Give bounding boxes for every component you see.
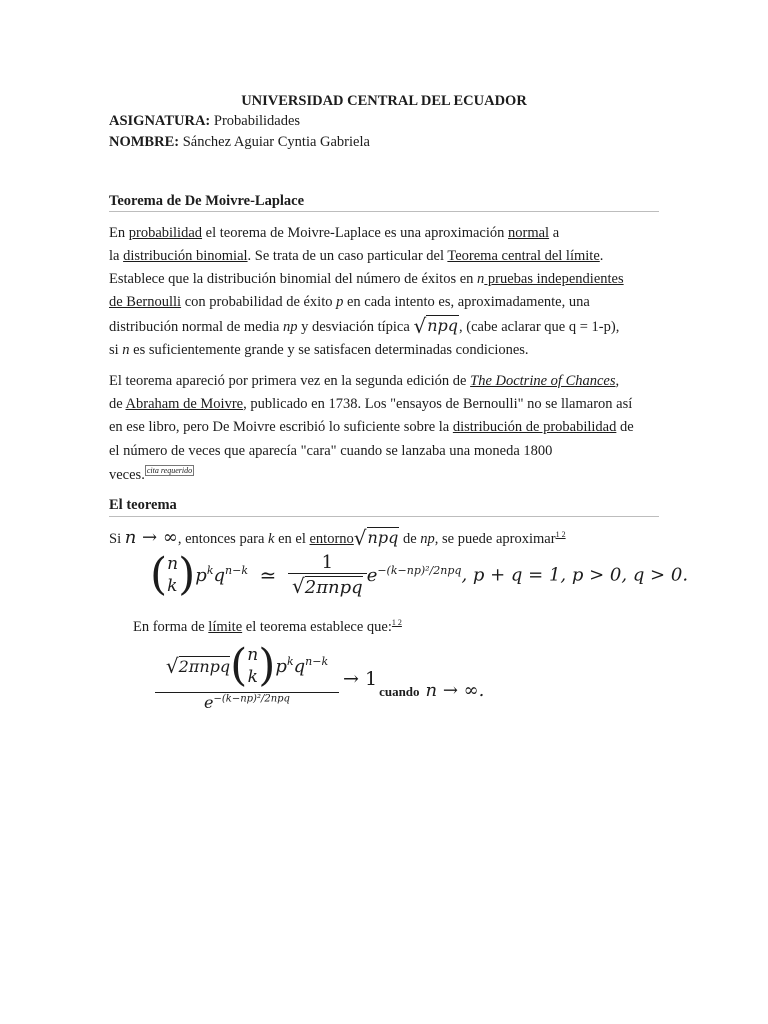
paragraph-line bbox=[109, 314, 619, 338]
limit-arrow: → 1 bbox=[343, 667, 378, 690]
text-run: , publicado en 1738. Los "ensayos de Bernoulli" no se llamaron así bbox=[243, 396, 633, 412]
text-run: de bbox=[109, 396, 126, 412]
approx-symbol: ≃ bbox=[259, 563, 277, 587]
text-run: es suficientemente grande y se satisfacen determinadas condiciones. bbox=[129, 342, 529, 358]
text-run: El teorema apareció por primera vez en la segunda edición de bbox=[109, 373, 471, 389]
subject-label: ASIGNATURA: bbox=[109, 113, 211, 129]
text-run: Si bbox=[109, 531, 125, 547]
link-distribucion-binomial[interactable]: distribución binomial bbox=[123, 248, 248, 264]
sqrt-content: npq bbox=[367, 528, 399, 547]
name-label: NOMBRE: bbox=[109, 134, 180, 150]
link-abraham-de-moivre[interactable]: Abraham de Moivre bbox=[125, 396, 244, 412]
text-run: Establece que la distribución binomial del número de éxitos en bbox=[109, 271, 478, 287]
text-run: en cada intento es bbox=[343, 294, 451, 310]
name-line bbox=[109, 134, 370, 151]
text-run: , aproximadamente, una bbox=[450, 294, 590, 310]
math-p: p bbox=[336, 294, 344, 310]
paragraph-line bbox=[109, 225, 559, 242]
text-run: con probabilidad de éxito bbox=[181, 294, 337, 310]
link-normal[interactable]: normal bbox=[508, 225, 550, 241]
text-run: En bbox=[109, 225, 129, 241]
paragraph-line: el número de veces que aparecía "cara" cuando se lanzaba una moneda 1800 bbox=[109, 443, 553, 459]
equation-limit bbox=[155, 640, 485, 713]
math-n: n bbox=[477, 271, 485, 287]
link-entorno[interactable]: entorno bbox=[309, 531, 354, 547]
text-run: en el bbox=[274, 531, 310, 547]
binom-bottom: k bbox=[167, 576, 178, 596]
link-pruebas-independientes[interactable]: pruebas independientes bbox=[484, 271, 624, 287]
subject-value: Probabilidades bbox=[213, 113, 301, 129]
section-divider bbox=[109, 211, 659, 212]
limit-intro-line bbox=[133, 618, 402, 636]
text-run: si bbox=[109, 342, 123, 358]
binomial-coefficient bbox=[167, 553, 178, 597]
paragraph-line bbox=[109, 373, 619, 390]
paragraph-line bbox=[109, 342, 529, 359]
cita-requerida-tag[interactable]: cita requerido bbox=[146, 466, 193, 475]
text-run: y desviación típica bbox=[297, 319, 414, 335]
math-pk: $p^kq^{n-k}$ bbox=[195, 564, 248, 586]
paragraph-line bbox=[109, 294, 590, 311]
text-run: , bbox=[615, 373, 620, 389]
link-distribucion-probabilidad[interactable]: distribución de probabilidad bbox=[452, 419, 617, 435]
link-probabilidad[interactable]: probabilidad bbox=[128, 225, 203, 241]
math-exponential: $e^{-(k-np)^2/2npq}$ bbox=[366, 564, 462, 586]
text-run: de bbox=[399, 531, 421, 547]
math-k: k bbox=[268, 531, 275, 547]
section-divider bbox=[109, 516, 659, 517]
math-limit: n → ∞. bbox=[425, 679, 485, 701]
math-np: np bbox=[282, 319, 298, 335]
sqrt-content: npq bbox=[427, 316, 458, 335]
paragraph-line bbox=[109, 248, 603, 265]
paragraph-line bbox=[109, 396, 632, 413]
reference-links[interactable]: 1 2 bbox=[391, 618, 402, 627]
text-run: , se puede aproximar bbox=[434, 531, 556, 547]
text-run: a bbox=[549, 225, 560, 241]
theorem-line bbox=[109, 526, 566, 550]
math-conditions: , p + q = 1, p > 0, q > 0. bbox=[461, 564, 689, 586]
fraction-one-over-sqrt: $\frac{1}{\text{√2πnpq}}$ bbox=[288, 552, 367, 598]
link-doctrine-of-chances[interactable]: The Doctrine of Chances bbox=[470, 373, 616, 389]
paragraph-line bbox=[109, 419, 634, 436]
paragraph-line bbox=[109, 271, 624, 288]
binom-top: n bbox=[167, 554, 179, 574]
university-title: UNIVERSIDAD CENTRAL DEL ECUADOR bbox=[241, 93, 527, 109]
section-title-el-teorema: El teorema bbox=[109, 497, 177, 513]
text-run: . bbox=[599, 248, 604, 264]
link-teorema-central-limite[interactable]: Teorema central del límite bbox=[447, 248, 600, 264]
limit-fraction: √2πnpq( n k )$p^kq^{n-k}$ $e^{-(k-np)^2/2npq}$ bbox=[155, 644, 339, 713]
text-run: el teorema de Moivre-Laplace es una aproximación bbox=[202, 225, 509, 241]
text-run: . Se trata de un caso particular del bbox=[247, 248, 448, 264]
math-n-to-infinity: n → ∞ bbox=[124, 527, 178, 548]
paragraph-line bbox=[109, 466, 194, 484]
text-run: distribución normal de media bbox=[109, 319, 283, 335]
sqrt-npq: √npq bbox=[353, 526, 399, 550]
name-value: Sánchez Aguiar Cyntia Gabriela bbox=[182, 134, 370, 150]
text-run: veces. bbox=[109, 466, 145, 483]
link-de-bernoulli[interactable]: de Bernoulli bbox=[109, 294, 182, 310]
section-title-moivre-laplace: Teorema de De Moivre-Laplace bbox=[109, 193, 305, 209]
math-n: n bbox=[122, 342, 130, 358]
text-run: la bbox=[109, 248, 124, 264]
reference-links[interactable]: 1 2 bbox=[555, 530, 566, 540]
sqrt-npq: √npq bbox=[413, 314, 458, 338]
math-np: np bbox=[420, 531, 435, 547]
text-run: en ese libro, pero De Moivre escribió lo suficiente sobre la bbox=[109, 419, 453, 435]
text-run: de bbox=[616, 419, 634, 435]
equation-approximation: ( n k )$p^kq^{n-k}$ ≃ $\frac{1}{\text{√2πnpq}}$ $e^{-(k-np)^2/2npq}$, p + q = 1, p > 0, q > 0. bbox=[150, 549, 689, 600]
link-limite[interactable]: límite bbox=[208, 618, 243, 635]
text-run: el teorema establece que: bbox=[242, 618, 392, 635]
text-run: , (cabe aclarar que q = 1-p), bbox=[458, 319, 620, 335]
text-run: , entonces para bbox=[177, 531, 269, 547]
cuando-label: cuando bbox=[379, 683, 420, 699]
subject-line bbox=[109, 113, 300, 130]
text-run: En forma de bbox=[133, 618, 209, 635]
